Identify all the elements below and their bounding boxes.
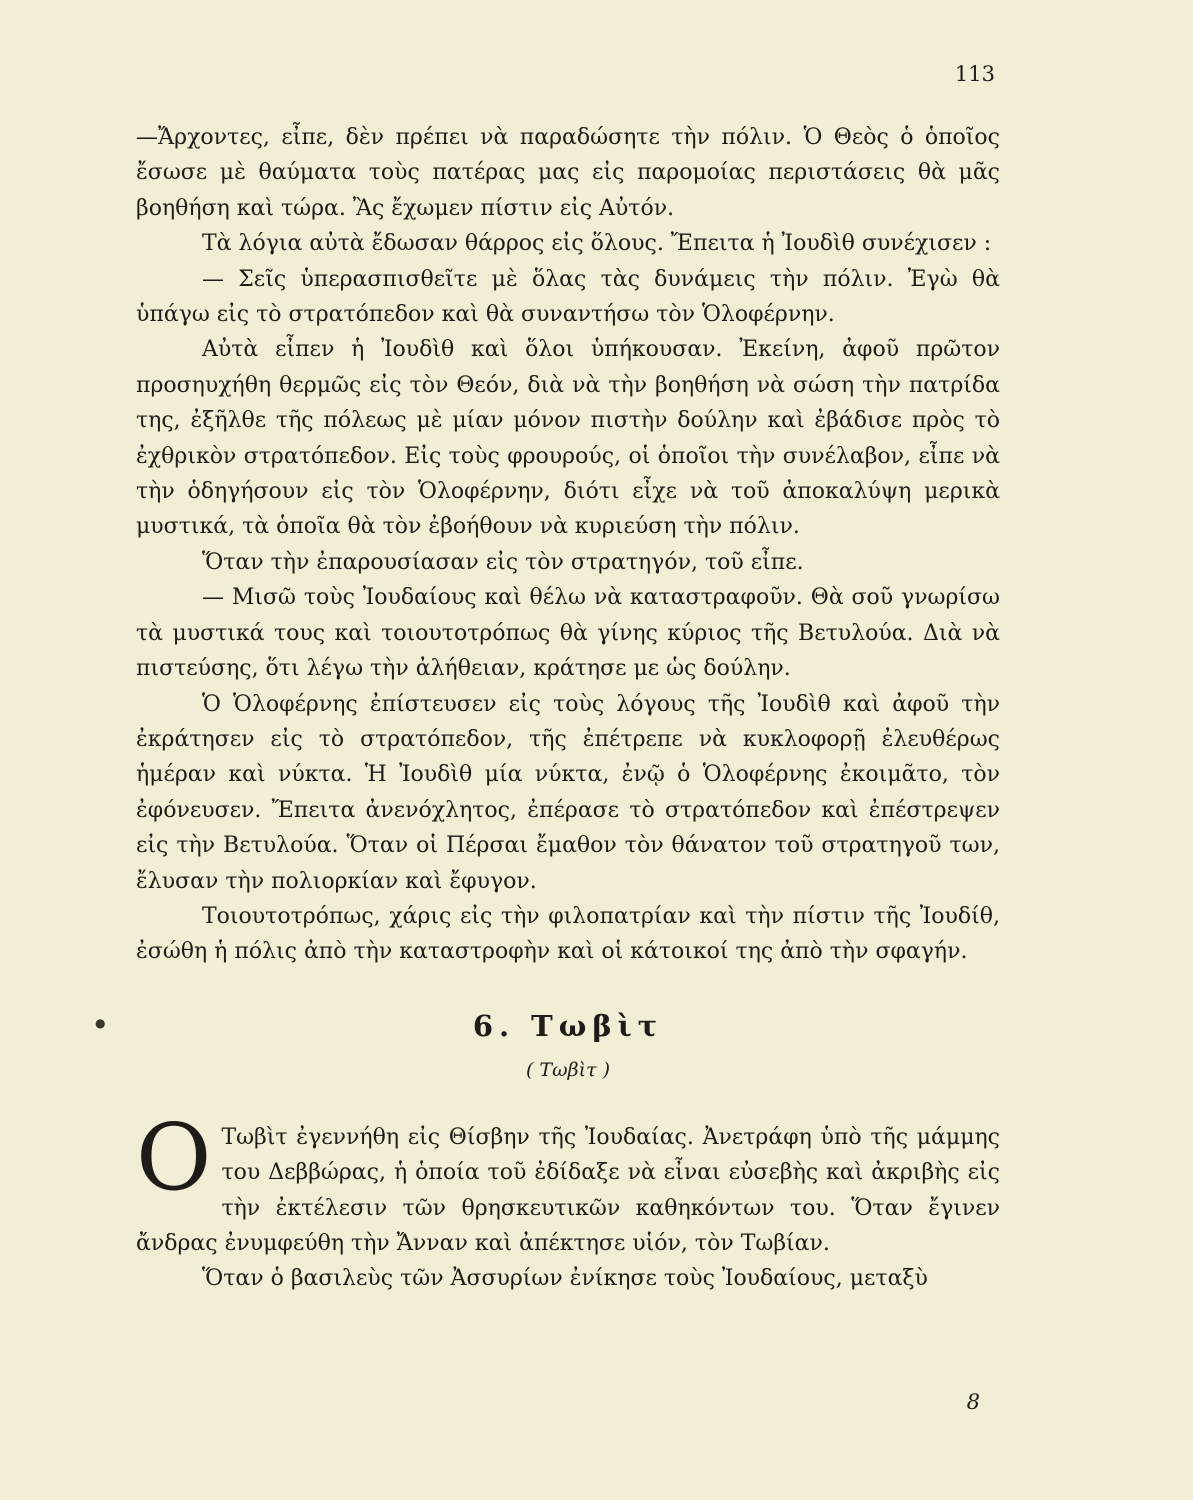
paragraph: Ὁ Ὁλοφέρνης ἐπίστευσεν εἰς τοὺς λόγους τῆς Ἰουδὶθ καὶ ἀφοῦ τὴν ἐκράτησεν εἰς τὸ στρατόπεδον, τῆς ἐπέτρεπε νὰ κυκλοφορῇ ἐλευθέρως ἡμέραν καὶ νύκτα. Ἡ Ἰουδὶθ μία νύκτα, ἐνῷ ὁ Ὁλοφέρνης ἐκοιμᾶτο, τὸν ἐφόνευσεν. Ἔπειτα ἀνενόχλητος, ἐπέρασε τὸ στρατόπεδον καὶ ἐπέστρεψεν εἰς τὴν Βετυλούα. Ὅταν οἱ Πέρσαι ἔμαθον τὸν θάνατον τοῦ στρατηγοῦ των, ἔλυσαν τὴν πολιορκίαν καὶ ἔφυγον. — [136, 691, 1000, 894]
paragraph: — Μισῶ τοὺς Ἰουδαίους καὶ θέλω νὰ καταστραφοῦν. Θὰ σοῦ γνωρίσω τὰ μυστικά τους καὶ τοιουτοτρόπως θὰ γίνης κύριος τῆς Βετυλούα. Διὰ νὰ πιστεύσης, ὅτι λέγω τὴν ἀλήθειαν, κράτησε με ὡς δούλην. — [136, 585, 1000, 682]
paragraph: Ὅταν τὴν ἐπαρουσίασαν εἰς τὸν στρατηγόν, τοῦ εἶπε. — [202, 549, 804, 575]
body-text — [136, 120, 1000, 1297]
paragraph: Τὰ λόγια αὐτὰ ἔδωσαν θάρρος εἰς ὅλους. Ἔπειτα ἡ Ἰουδὶθ συνέχισεν : — [202, 231, 992, 257]
paragraph: — Σεῖς ὑπερασπισθεῖτε μὲ ὅλας τὰς δυνάμεις τὴν πόλιν. Ἐγὼ θὰ ὑπάγω εἰς τὸ στρατόπεδον καὶ θὰ συναντήσω τὸν Ὁλοφέρνην. — [136, 266, 1000, 328]
chapter-heading — [136, 1006, 1000, 1084]
chapter-title: 6. Τωβὶτ — [472, 1008, 664, 1043]
margin-bullet-icon: ● — [95, 1016, 106, 1030]
paragraph: Τοιουτοτρόπως, χάρις εἰς τὴν φιλοπατρίαν καὶ τὴν πίστιν τῆς Ἰουδίθ, ἐσώθη ἡ πόλις ἀπὸ τὴν καταστροφὴν καὶ οἱ κάτοικοί της ἀπὸ τὴν σφαγήν. — [136, 903, 1000, 965]
paragraph: Ὅταν ὁ βασιλεὺς τῶν Ἀσσυρίων ἐνίκησε τοὺς Ἰουδαίους, μεταξὺ — [202, 1266, 928, 1292]
page-number: 113 — [954, 62, 995, 86]
drop-cap-paragraph-text: Τωβὶτ ἐγεννήθη εἰς Θίσβην τῆς Ἰουδαίας. Ἀνετράφη ὑπὸ τῆς μάμμης του Δεββώρας, ἡ ὁποία τοῦ ἐδίδαξε νὰ εἶναι εὐσεβὴς καὶ ἀκριβὴς εἰς τὴν ἐκτέλεσιν τῶν θρησκευτικῶν καθηκόντων του. Ὅταν ἔγινεν ἄνδρας ἐνυμφεύθη τὴν Ἄνναν καὶ ἀπέκτησε υἱόν, τὸν Τωβίαν. — [136, 1124, 1000, 1256]
signature-mark: 8 — [966, 1390, 980, 1414]
paragraph: Αὐτὰ εἶπεν ἡ Ἰουδὶθ καὶ ὅλοι ὑπήκουσαν. Ἐκείνη, ἀφοῦ πρῶτον προσηυχήθη θερμῶς εἰς τὸν Θεόν, διὰ νὰ τὴν βοηθήση νὰ σώση τὴν πατρίδα της, ἐξῆλθε τῆς πόλεως μὲ μίαν μόνον πιστὴν δούλην καὶ ἐβάδισε πρὸς τὸ ἐχθρικὸν στρατόπεδον. Εἰς τοὺς φρουρούς, οἱ ὁποῖοι τὴν συνέλαβον, εἶπε νὰ τὴν ὁδηγήσουν εἰς τὸν Ὁλοφέρνην, διότι εἶχε νὰ τοῦ ἀποκαλύψη μερικὰ μυστικά, τὰ ὁποῖα θὰ τὸν ἐβοήθουν νὰ κυριεύση τὴν πόλιν. — [136, 337, 1000, 540]
drop-cap-letter: Ο — [136, 1103, 212, 1211]
drop-cap-paragraph — [136, 1103, 1000, 1262]
paragraph: —Ἄρχοντες, εἶπε, δὲν πρέπει νὰ παραδώσητε τὴν πόλιν. Ὁ Θεὸς ὁ ὁποῖος ἔσωσε μὲ θαύματα τοὺς πατέρας μας εἰς παρομοίας περιστάσεις θὰ μᾶς βοηθήση καὶ τώρα. Ἂς ἔχωμεν πίστιν εἰς Αὐτόν. — [136, 125, 1000, 221]
chapter-subtitle: ( Τωβὶτ ) — [525, 1058, 610, 1081]
